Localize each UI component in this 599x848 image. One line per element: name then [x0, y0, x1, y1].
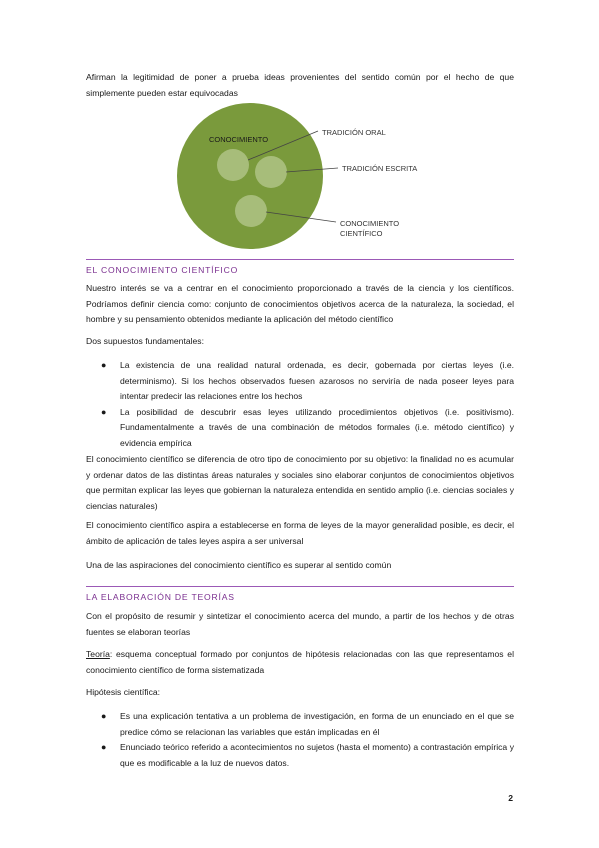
list-item: ● La posibilidad de descubrir esas leyes utilizando procedimientos objetivos (i.e. positivismo). Fundamentalmente a través de una combinación de métodos formales (i.e. método científico) y evidencia empírica — [101, 406, 514, 448]
intro-paragraph: Afirman la legitimidad de poner a prueba ideas provenientes del sentido común por el hecho de que simplemente pueden estar equivocadas — [86, 72, 514, 98]
scientific-knowledge-circle — [235, 195, 267, 227]
section-heading-theories: LA ELABORACIÓN DE TEORÍAS — [86, 592, 235, 602]
bullet-icon: ● — [101, 360, 107, 370]
label-scientific-2: CIENTÍFICO — [340, 229, 383, 238]
page-number: 2 — [508, 793, 513, 803]
knowledge-circle — [177, 103, 323, 249]
list-item: ● Enunciado teórico referido a acontecimientos no sujetos (hasta el momento) a contrastación empírica y que es modificable a la luz de nuevos datos. — [101, 742, 514, 768]
section-rule — [86, 259, 514, 260]
bullet-icon: ● — [101, 742, 107, 752]
oral-tradition-circle — [217, 149, 249, 181]
label-scientific-1: CONOCIMIENTO — [340, 219, 400, 228]
paragraph: Una de las aspiraciones del conocimiento científico es superar al sentido común — [86, 560, 392, 570]
theory-term: Teoría — [86, 649, 110, 659]
knowledge-diagram — [0, 0, 599, 260]
bullet-icon: ● — [101, 406, 107, 417]
section-rule — [86, 586, 514, 587]
paragraph: Hipótesis científica: — [86, 687, 161, 697]
theory-definition: Teoría: esquema conceptual formado por conjuntos de hipótesis relacionadas con las que representamos el conocimiento científico de forma sistematizada — [86, 649, 514, 675]
hypothesis-list — [86, 709, 514, 771]
paragraph: Nuestro interés se va a centrar en el conocimiento proporcionado a través de la ciencia y los científicos. Podríamos definir ciencia como: conjunto de conocimientos objetivos acerca de la naturaleza, la sociedad, el hombre y su pensamiento obtenidos mediante la aplicación del método científico — [86, 283, 514, 324]
bullet-icon: ● — [101, 711, 107, 721]
circle-label: CONOCIMIENTO — [209, 135, 269, 144]
list-item: ● La existencia de una realidad natural ordenada, es decir, gobernada por ciertas leyes (i.e. determinismo). Si los hechos observados fuesen azarosos no serviría de nada poseer leyes para intentar predecir las relaciones entre los hechos — [101, 360, 514, 401]
list-item: ● Es una explicación tentativa a un problema de investigación, en forma de un enunciado en el que se predice cómo se relacionan las variables que están implicadas en él — [101, 711, 514, 737]
paragraph: El conocimiento científico se diferencia de otro tipo de conocimiento por su objetivo: la finalidad no es acumular y ordenar datos de las distintas áreas naturales y sociales sino elaborar conjuntos de conocimientos objetivos que permitan explicar las leyes que gobiernan la naturaleza entendida en sentido amplio (i.e. ciencias sociales y ciencias naturales) — [86, 454, 514, 511]
paragraph: Dos supuestos fundamentales: — [86, 336, 204, 346]
assumptions-list — [86, 358, 514, 451]
paragraph: El conocimiento científico aspira a establecerse en forma de leyes de la mayor generalidad posible, es decir, el ámbito de aplicación de tales leyes aspira a ser universal — [86, 520, 514, 546]
label-oral-tradition: TRADICIÓN ORAL — [322, 128, 386, 137]
section-heading-scientific-knowledge: EL CONOCIMIENTO CIENTÍFICO — [86, 265, 239, 275]
paragraph: Con el propósito de resumir y sintetizar el conocimiento acerca del mundo, a partir de los hechos y de otras fuentes se elaboran teorías — [86, 611, 514, 637]
written-tradition-circle — [255, 156, 287, 188]
label-written-tradition: TRADICIÓN ESCRITA — [342, 164, 418, 173]
